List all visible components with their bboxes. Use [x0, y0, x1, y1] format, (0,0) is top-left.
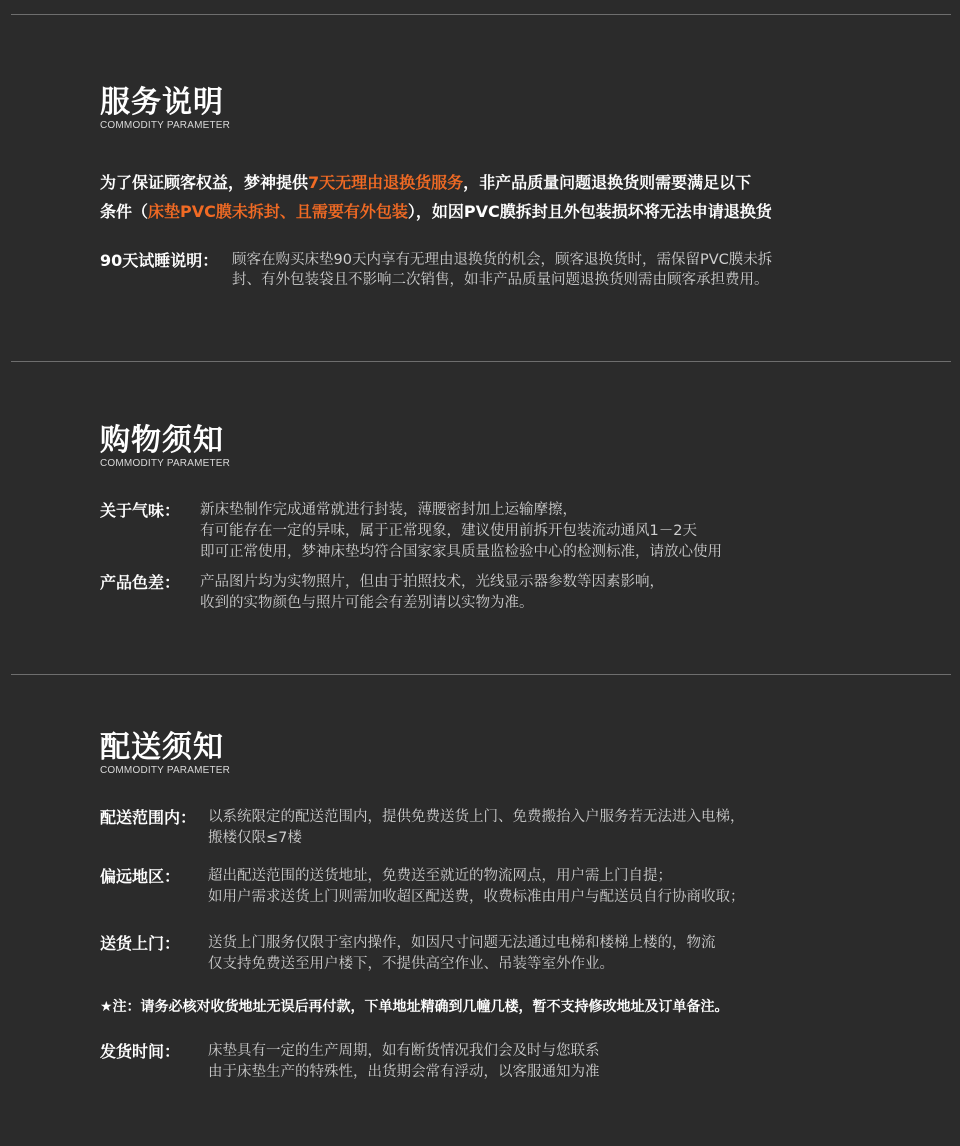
divider-1	[11, 361, 951, 362]
remote-body: 超出配送范围的送货地址，免费送至就近的物流网点，用户需上门自提； 如用户需求送货上门则需加收超区配送费，收费标准由用户与配送员自行协商收取；	[208, 868, 745, 905]
color-row	[100, 572, 664, 614]
highlight-7day-return: 7天无理由退换货服务	[308, 173, 464, 192]
door-body: 送货上门服务仅限于室内操作，如因尺寸问题无法通过电梯和楼梯上楼的，物流 仅支持免费送至用户楼下，不提供高空作业、吊装等室外作业。	[208, 935, 716, 972]
shopping-subtitle: COMMODITY PARAMETER	[100, 458, 231, 469]
color-body: 产品图片均为实物照片，但由于拍照技术，光线显示器参数等因素影响， 收到的实物颜色与照片可能会有差别请以实物为准。	[200, 574, 664, 611]
divider-2	[11, 674, 951, 675]
range-row	[100, 807, 745, 849]
range-body: 以系统限定的配送范围内，提供免费送货上门、免费搬抬入户服务若无法进入电梯， 搬楼仅限≤7楼	[208, 809, 745, 846]
door-label: 送货上门：	[100, 934, 181, 953]
delivery-section	[100, 731, 920, 1101]
service-section	[100, 86, 920, 306]
door-row	[100, 933, 716, 975]
smell-body: 新床垫制作完成通常就进行封装，薄腰密封加上运输摩擦， 有可能存在一定的异味，属于正常现象，建议使用前拆开包装流动通风1－2天 即可正常使用，梦神床垫均符合国家家具质量监检验中心的检测标准，请放心使用	[200, 502, 722, 560]
service-intro-line-1: 为了保证顾客权益，梦神提供7天无理由退换货服务，非产品质量问题退换货则需要满足以下	[100, 173, 752, 192]
trial-label: 90天试睡说明：	[100, 251, 219, 270]
ship-row	[100, 1041, 600, 1083]
service-intro	[100, 168, 772, 226]
delivery-subtitle: COMMODITY PARAMETER	[100, 765, 231, 776]
trial-body: 顾客在购买床垫90天内享有无理由退换货的机会，顾客退换货时，需保留PVC膜未拆 封、有外包装袋且不影响二次销售，如非产品质量问题退换货则需由顾客承担费用。	[232, 252, 773, 288]
range-label: 配送范围内：	[100, 808, 197, 827]
smell-label: 关于气味：	[100, 501, 181, 520]
smell-row	[100, 500, 722, 563]
service-intro-line-2: 条件（床垫PVC膜未拆封、且需要有外包装），如因PVC膜拆封且外包装损坏将无法申请退换货	[100, 202, 772, 221]
shopping-section	[100, 424, 920, 624]
service-subtitle: COMMODITY PARAMETER	[100, 120, 231, 131]
top-divider	[11, 14, 951, 15]
trial-row	[100, 250, 772, 290]
address-note: ★注：请务必核对收货地址无误后再付款，下单地址精确到几幢几楼，暂不支持修改地址及订单备注。	[100, 999, 729, 1015]
remote-label: 偏远地区：	[100, 867, 181, 886]
delivery-title: 配送须知	[100, 730, 224, 765]
color-label: 产品色差：	[100, 573, 181, 592]
shopping-title: 购物须知	[100, 423, 224, 458]
remote-row	[100, 866, 745, 908]
highlight-pvc-condition: 床垫PVC膜未拆封、且需要有外包装	[148, 202, 408, 221]
ship-label: 发货时间：	[100, 1042, 181, 1061]
service-title: 服务说明	[100, 85, 224, 120]
ship-body: 床垫具有一定的生产周期，如有断货情况我们会及时与您联系 由于床垫生产的特殊性，出货期会常有浮动，以客服通知为准	[208, 1043, 600, 1080]
